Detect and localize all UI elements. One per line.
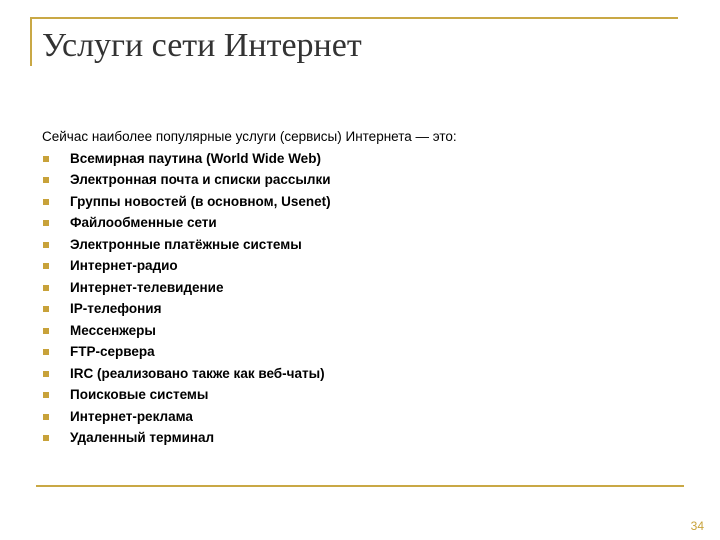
slide-title: Услуги сети Интернет: [42, 27, 362, 64]
left-frame-line: [30, 17, 32, 66]
square-bullet-icon: [43, 328, 49, 334]
square-bullet-icon: [43, 306, 49, 312]
square-bullet-icon: [43, 242, 49, 248]
list-item-label: Файлообменные сети: [70, 215, 217, 230]
list-item-label: Поисковые системы: [70, 387, 209, 402]
list-item-label: Всемирная паутина (World Wide Web): [70, 150, 321, 166]
list-item: [42, 191, 662, 213]
bottom-frame-line: [36, 485, 684, 487]
square-bullet-icon: [43, 177, 49, 183]
list-item: [42, 363, 662, 385]
top-frame-line: [30, 17, 678, 19]
square-bullet-icon: [43, 349, 49, 355]
list-item-label: Группы новостей (в основном, Usenet): [70, 193, 331, 209]
square-bullet-icon: [43, 263, 49, 269]
square-bullet-icon: [43, 199, 49, 205]
list-item-label: IP-телефония: [70, 301, 162, 316]
square-bullet-icon: [43, 220, 49, 226]
square-bullet-icon: [43, 435, 49, 441]
list-item: [42, 427, 662, 449]
square-bullet-icon: [43, 285, 49, 291]
page-number: 34: [690, 519, 704, 533]
list-item-label: Интернет-радио: [70, 258, 178, 273]
list-item: [42, 384, 662, 406]
slide-content: [42, 126, 662, 449]
list-item-label: Мессенжеры: [70, 322, 156, 338]
list-item: [42, 341, 662, 363]
list-item-label: Интернет-реклама: [70, 408, 193, 424]
square-bullet-icon: [43, 414, 49, 420]
list-item: [42, 234, 662, 256]
square-bullet-icon: [43, 392, 49, 398]
list-item-label: IRC (реализовано также как веб-чаты): [70, 365, 325, 381]
list-item: [42, 406, 662, 428]
list-item: [42, 320, 662, 342]
square-bullet-icon: [43, 371, 49, 377]
list-item-label: Интернет-телевидение: [70, 279, 224, 295]
list-item: [42, 212, 662, 234]
list-item: [42, 255, 662, 277]
services-list: [42, 148, 662, 449]
list-item: [42, 148, 662, 170]
list-item-label: Электронные платёжные системы: [70, 236, 302, 252]
list-item: [42, 169, 662, 191]
square-bullet-icon: [43, 156, 49, 162]
intro-text: Сейчас наиболее популярные услуги (сервисы) Интернета — это:: [42, 129, 457, 144]
list-item-label: Электронная почта и списки рассылки: [70, 172, 331, 187]
list-item: [42, 277, 662, 299]
list-item-label: FTP-сервера: [70, 344, 155, 359]
list-item: [42, 298, 662, 320]
list-item-label: Удаленный терминал: [70, 430, 215, 445]
